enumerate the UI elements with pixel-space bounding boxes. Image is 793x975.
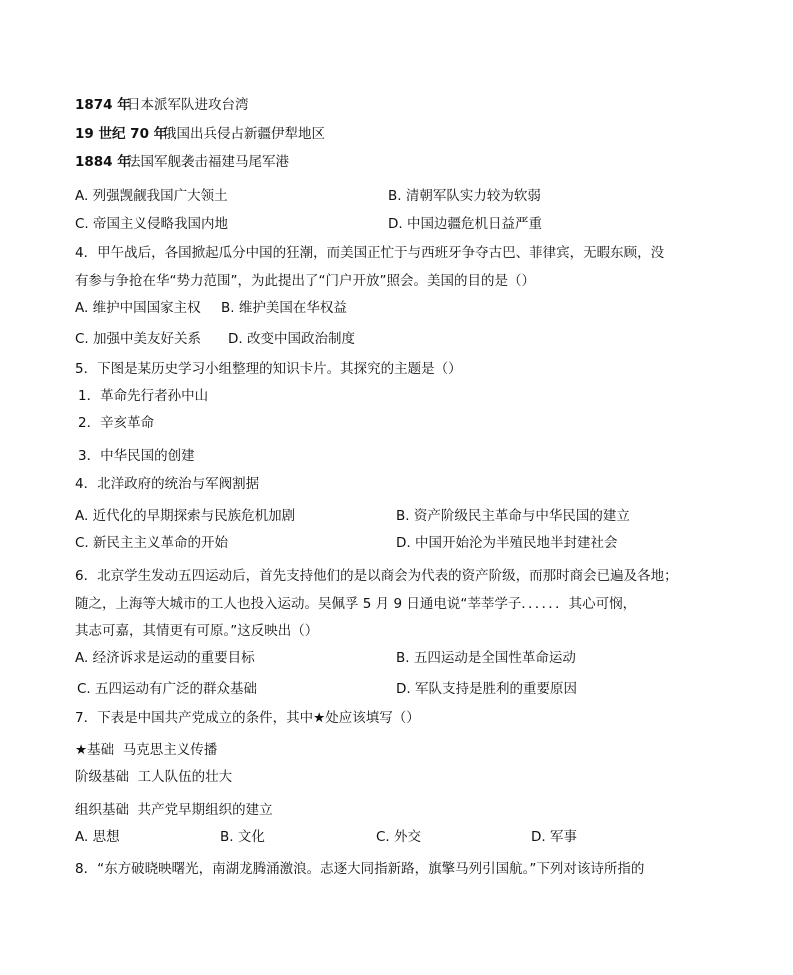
- q4-options-row1: [75, 299, 347, 317]
- q7-option-c: C. 外交: [376, 829, 422, 845]
- timeline-row: [75, 96, 249, 114]
- q7-table-row: [75, 741, 217, 759]
- q7-option-a: A. 思想: [75, 829, 120, 845]
- q5-card: 4．北洋政府的统治与军阀割据: [75, 476, 260, 492]
- q4-option-c: C. 加强中美友好关系: [75, 331, 202, 347]
- q5-card: 3．中华民国的创建: [78, 448, 195, 464]
- q5-option-d: D. 中国开始沦为半殖民地半封建社会: [396, 535, 618, 551]
- q5-option-b: B. 资产阶级民主革命与中华民国的建立: [396, 508, 630, 524]
- timeline-event: 法国军舰袭击福建马尾军港: [127, 154, 289, 170]
- q7-row-label: 组织基础: [75, 802, 129, 818]
- timeline-event: 日本派军队进攻台湾: [127, 97, 249, 113]
- timeline-year: 19 世纪 70 年: [75, 126, 168, 142]
- timeline-event: 俄国出兵侵占新疆伊犁地区: [163, 126, 325, 142]
- q6-option-a: A. 经济诉求是运动的重要目标: [75, 650, 255, 666]
- q3-option-a: A. 列强觊觎我国广大领土: [75, 188, 228, 204]
- q5-stem: 5．下图是某历史学习小组整理的知识卡片。其探究的主题是（）: [75, 361, 462, 377]
- q4-stem-line2: 有参与争抢在华“势力范围”，为此提出了“门户开放”照会。美国的目的是（）: [75, 273, 535, 289]
- q6-stem-line2: 随之，上海等大城市的工人也投入运动。吴佩孚 5 月 9 日通电说“莘莘学子．．．．．．其心可悯，: [75, 596, 637, 612]
- q5-option-c: C. 新民主主义革命的开始: [75, 535, 229, 551]
- q6-option-c: C. 五四运动有广泛的群众基础: [77, 681, 258, 697]
- q5-card: 1．革命先行者孙中山: [78, 388, 209, 404]
- timeline-row: [75, 125, 325, 143]
- q6-stem-line1: 6．北京学生发动五四运动后，首先支持他们的是以商会为代表的资产阶级，而那时商会已遍及各地；: [75, 568, 678, 584]
- timeline-year: 1874 年: [75, 97, 131, 113]
- q7-table-row: [75, 801, 273, 819]
- q7-stem: 7．下表是中国共产党成立的条件，其中★处应该填写（）: [75, 710, 420, 726]
- q7-row-value: 马克思主义传播: [122, 742, 218, 758]
- q5-card: 2．辛亥革命: [78, 415, 155, 431]
- q6-option-d: D. 军队支持是胜利的重要原因: [396, 681, 577, 697]
- q7-row-label: ★基础: [75, 742, 115, 758]
- timeline-year: 1884 年: [75, 154, 131, 170]
- q4-option-b: B. 维护美国在华权益: [221, 300, 347, 316]
- q7-table-row: [75, 768, 232, 786]
- timeline-row: [75, 153, 289, 171]
- q4-stem-line1: 4．甲午战后，各国掀起瓜分中国的狂潮，而美国正忙于与西班牙争夺古巴、菲律宾，无暇东顾，没: [75, 245, 665, 261]
- q7-option-b: B. 文化: [220, 829, 265, 845]
- q6-stem-line3: 其志可嘉，其情更有可原。”这反映出（）: [75, 623, 319, 639]
- q3-option-d: D. 中国边疆危机日益严重: [388, 216, 542, 232]
- q5-option-a: A. 近代化的早期探索与民族危机加剧: [75, 508, 296, 524]
- q3-option-c: C. 帝国主义侵略我国内地: [75, 216, 229, 232]
- q4-option-a: A. 维护中国国家主权: [75, 300, 201, 316]
- q7-row-value: 工人队伍的壮大: [137, 769, 233, 785]
- q6-option-b: B. 五四运动是全国性革命运动: [396, 650, 576, 666]
- q3-option-b: B. 清朝军队实力较为软弱: [388, 188, 541, 204]
- q7-row-label: 阶级基础: [75, 769, 129, 785]
- q4-options-row2: [75, 330, 355, 348]
- q4-option-d: D. 改变中国政治制度: [228, 331, 355, 347]
- q8-stem-line1: 8．“东方破晓映曙光，南湖龙腾涌激浪。志逐大同指新路，旗擎马列引国航。”下列对该诗所指的: [75, 861, 645, 877]
- q7-option-d: D. 军事: [531, 829, 577, 845]
- q7-row-value: 共产党早期组织的建立: [137, 802, 273, 818]
